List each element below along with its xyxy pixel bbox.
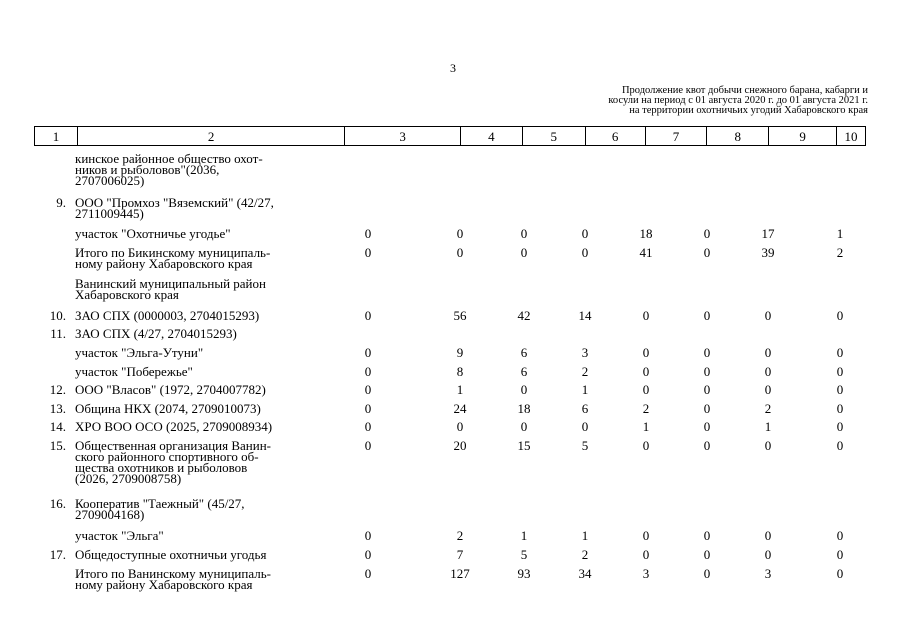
row-number: 10.: [49, 308, 66, 323]
row-name: [75, 403, 315, 414]
row-value-col7: 18: [639, 226, 653, 241]
row-name: [75, 347, 315, 358]
row-value-col3: 0: [364, 226, 372, 241]
row-name: [75, 278, 315, 300]
row-value-col8: 0: [703, 566, 711, 581]
row-number: 12.: [49, 382, 66, 397]
row-value-col7: 0: [642, 547, 650, 562]
row-value-col6: 6: [581, 401, 589, 416]
row-value-col5: 5: [520, 547, 528, 562]
row-value-col4: 1: [456, 382, 464, 397]
row-name-line: (2026, 2709008758): [75, 471, 182, 486]
row-value-col4: 7: [456, 547, 464, 562]
page-number: 3: [450, 61, 456, 75]
row-value-col6: 5: [581, 438, 589, 453]
row-value-col7: 3: [642, 566, 650, 581]
row-value-col4: 9: [456, 345, 464, 360]
row-value-col4: 127: [450, 566, 470, 581]
row-value-col8: 0: [703, 308, 711, 323]
row-name: [75, 197, 315, 219]
row-name-line: 2711009445): [75, 206, 144, 221]
row-name-line: Община НКХ (2074, 2709010073): [75, 401, 261, 416]
row-value-col6: 2: [581, 364, 589, 379]
row-value-col6: 1: [581, 382, 589, 397]
row-value-col3: 0: [364, 382, 372, 397]
row-name-line: 2709004168): [75, 507, 145, 522]
row-value-col9: 0: [764, 364, 772, 379]
row-value-col9: 17: [761, 226, 775, 241]
row-number: 16.: [49, 496, 66, 511]
row-name-line: Кооператив "Таежный" (45/27,: [75, 496, 245, 511]
row-value-col8: 0: [703, 401, 711, 416]
row-value-col5: 0: [520, 382, 528, 397]
row-name: [75, 440, 315, 484]
row-value-col3: 0: [364, 245, 372, 260]
row-value-col8: 0: [703, 364, 711, 379]
row-number: 13.: [49, 401, 66, 416]
row-value-col9: 39: [761, 245, 775, 260]
row-name-line: Общественная организация Ванин-: [75, 438, 272, 453]
row-value-col6: 0: [581, 419, 589, 434]
row-value-col9: 0: [764, 308, 772, 323]
row-value-col3: 0: [364, 528, 372, 543]
row-name-line: ному району Хабаровского края: [75, 577, 253, 592]
row-name-line: Итого по Бикинскому муниципаль-: [75, 245, 271, 260]
row-name-line: Хабаровского края: [75, 287, 179, 302]
row-value-col5: 6: [520, 345, 528, 360]
row-name: [75, 153, 315, 186]
row-name-line: Ванинский муниципальный район: [75, 276, 266, 291]
row-value-col6: 3: [581, 345, 589, 360]
header-cell-8: 8: [707, 127, 769, 145]
row-value-col10: 0: [836, 364, 844, 379]
row-name: [75, 310, 315, 321]
caption-line: косули на период с 01 августа 2020 г. до 01 августа 2021 г.: [608, 95, 868, 106]
row-value-col3: 0: [364, 547, 372, 562]
header-cell-7: 7: [646, 127, 708, 145]
row-name-line: участок "Эльга-Утуни": [75, 345, 204, 360]
row-value-col6: 14: [578, 308, 592, 323]
caption-line: на территории охотничьих угодий Хабаровского края: [629, 105, 868, 116]
header-cell-9: 9: [769, 127, 837, 145]
row-value-col4: 56: [453, 308, 467, 323]
row-value-col3: 0: [364, 419, 372, 434]
row-value-col7: 0: [642, 382, 650, 397]
row-name-line: Общедоступные охотничьи угодья: [75, 547, 267, 562]
row-name-line: ского районного спортивного об-: [75, 449, 259, 464]
row-number: 14.: [49, 419, 66, 434]
row-value-col4: 0: [456, 245, 464, 260]
row-value-col8: 0: [703, 547, 711, 562]
header-cell-1: 1: [35, 127, 78, 145]
row-number: 9.: [56, 195, 66, 210]
row-value-col4: 24: [453, 401, 467, 416]
row-value-col3: 0: [364, 401, 372, 416]
row-name: [75, 498, 315, 520]
row-name-line: ЗАО СПХ (4/27, 2704015293): [75, 326, 237, 341]
row-value-col8: 0: [703, 345, 711, 360]
row-name: [75, 384, 315, 395]
row-value-col10: 0: [836, 566, 844, 581]
row-value-col8: 0: [703, 382, 711, 397]
row-value-col3: 0: [364, 566, 372, 581]
row-name: [75, 247, 315, 269]
row-value-col6: 34: [578, 566, 592, 581]
row-value-col8: 0: [703, 419, 711, 434]
header-cell-2: 2: [78, 127, 345, 145]
row-name: [75, 568, 315, 590]
row-number: 17.: [49, 547, 66, 562]
row-value-col10: 0: [836, 547, 844, 562]
header-cell-4: 4: [461, 127, 523, 145]
row-value-col3: 0: [364, 308, 372, 323]
row-name: [75, 228, 315, 239]
row-value-col9: 0: [764, 528, 772, 543]
row-value-col10: 0: [836, 528, 844, 543]
row-value-col7: 2: [642, 401, 650, 416]
row-name-line: ХРО ВОО ОСО (2025, 2709008934): [75, 419, 273, 434]
row-name-line: участок "Побережье": [75, 364, 193, 379]
header-cell-6: 6: [586, 127, 646, 145]
row-value-col10: 0: [836, 345, 844, 360]
row-value-col4: 2: [456, 528, 464, 543]
row-name-line: 2707006025): [75, 173, 145, 188]
row-value-col5: 0: [520, 245, 528, 260]
row-name-line: Итого по Ванинскому муниципаль-: [75, 566, 271, 581]
row-value-col5: 6: [520, 364, 528, 379]
row-name: [75, 328, 315, 339]
caption-line: Продолжение квот добычи снежного барана, кабарги и: [621, 85, 868, 96]
row-name-line: участок "Эльга": [75, 528, 164, 543]
row-value-col7: 41: [639, 245, 653, 260]
header-cell-5: 5: [523, 127, 586, 145]
row-value-col7: 0: [642, 345, 650, 360]
row-value-col5: 15: [517, 438, 531, 453]
row-value-col8: 0: [703, 245, 711, 260]
row-value-col3: 0: [364, 438, 372, 453]
row-name-line: ников и рыболовов"(2036,: [75, 162, 220, 177]
row-value-col5: 18: [517, 401, 531, 416]
row-value-col9: 0: [764, 382, 772, 397]
row-value-col5: 1: [520, 528, 528, 543]
row-value-col5: 42: [517, 308, 531, 323]
header-cell-3: 3: [345, 127, 461, 145]
row-value-col10: 0: [836, 401, 844, 416]
row-value-col6: 2: [581, 547, 589, 562]
row-name: [75, 549, 315, 560]
row-value-col10: 0: [836, 382, 844, 397]
row-value-col5: 0: [520, 419, 528, 434]
row-name-line: участок "Охотничье угодье": [75, 226, 231, 241]
row-value-col10: 0: [836, 419, 844, 434]
row-value-col8: 0: [703, 226, 711, 241]
row-value-col5: 93: [517, 566, 531, 581]
row-value-col10: 0: [836, 438, 844, 453]
row-name-line: ЗАО СПХ (0000003, 2704015293): [75, 308, 260, 323]
row-value-col9: 0: [764, 438, 772, 453]
row-value-col9: 1: [764, 419, 772, 434]
row-value-col5: 0: [520, 226, 528, 241]
row-value-col6: 0: [581, 245, 589, 260]
row-name-line: ООО "Власов" (1972, 2704007782): [75, 382, 266, 397]
row-value-col7: 0: [642, 528, 650, 543]
row-value-col4: 0: [456, 419, 464, 434]
row-value-col10: 1: [836, 226, 844, 241]
row-value-col10: 2: [836, 245, 844, 260]
row-value-col8: 0: [703, 438, 711, 453]
row-value-col7: 0: [642, 308, 650, 323]
row-value-col3: 0: [364, 345, 372, 360]
row-value-col7: 0: [642, 438, 650, 453]
row-value-col7: 0: [642, 364, 650, 379]
header-cell-10: 10: [844, 129, 858, 144]
row-value-col8: 0: [703, 528, 711, 543]
row-name-line: щества охотников и рыболовов: [75, 460, 248, 475]
row-name: [75, 366, 315, 377]
row-value-col9: 2: [764, 401, 772, 416]
row-number: 11.: [50, 326, 66, 341]
row-value-col6: 1: [581, 528, 589, 543]
row-value-col9: 0: [764, 547, 772, 562]
row-value-col3: 0: [364, 364, 372, 379]
row-name: [75, 421, 315, 432]
row-number: 15.: [49, 438, 66, 453]
row-value-col9: 3: [764, 566, 772, 581]
row-name-line: кинское районное общество охот-: [75, 151, 263, 166]
row-name-line: ному району Хабаровского края: [75, 256, 253, 271]
row-name-line: ООО "Промхоз "Вяземский" (42/27,: [75, 195, 274, 210]
row-name: [75, 530, 315, 541]
row-value-col9: 0: [764, 345, 772, 360]
row-value-col6: 0: [581, 226, 589, 241]
row-value-col4: 8: [456, 364, 464, 379]
row-value-col7: 1: [642, 419, 650, 434]
row-value-col4: 0: [456, 226, 464, 241]
row-value-col10: 0: [836, 308, 844, 323]
row-value-col4: 20: [453, 438, 467, 453]
